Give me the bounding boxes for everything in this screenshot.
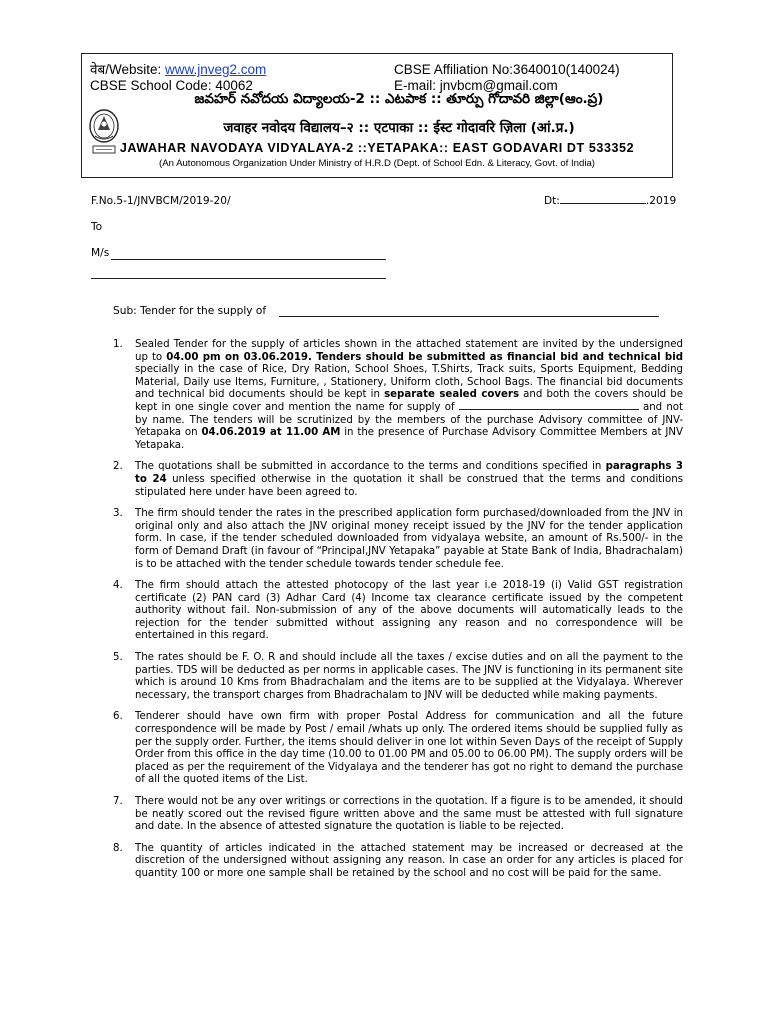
address-line xyxy=(91,278,386,279)
term-text: unless specified otherwise in the quotation it shall be construed that the terms and conditions stipulated here under have been agreed to. xyxy=(135,473,684,498)
term-text: and not by name. The tenders will be scrutinized by the members of the purchase Advisory committee of JNV-Yetapaka on xyxy=(135,401,684,439)
term-text: The rates should be F. O. R and should include all the taxes / excise duties and on all the payment to the parties. TDS will be deducted as per norms in applicable cases. The JNV is functioning in its permanent site which is around 10 Kms from Bhadrachalam and the items are to be supplied at the Vidyalaya. Wherever necessary, the transport charges from Bhadrachalam to JNV will be deducted while making payments. xyxy=(135,652,683,701)
term-text: in the presence of Purchase Advisory Committee Members at JNV Yetapaka. xyxy=(135,427,683,451)
email-address: E-mail: jnvbcm@gmail.com xyxy=(394,78,558,93)
ms-name-line xyxy=(111,259,386,260)
term-text-bold: 04.06.2019 at 11.00 AM xyxy=(201,427,341,439)
letterhead xyxy=(81,53,673,178)
terms-list xyxy=(113,339,683,890)
term-text: and both the covers should be kept in one single cover and mention the name for supply of xyxy=(135,389,683,413)
term-text: The quantity of articles indicated in the attached statement may be increased or decreased at the discretion of the undersigned without assigning any reason. In case an order for any articles is placed for quantity 100 or more one sample shall be retained by the school and no cost will be paid for the same. xyxy=(135,842,683,879)
term-number: 1. xyxy=(113,339,123,350)
autonomous-note: (An Autonomous Organization Under Ministry of H.R.D (Dept. of School Edn. & Literacy, Govt. of India) xyxy=(159,158,595,169)
to-label: To xyxy=(91,221,103,233)
term-item xyxy=(113,711,683,787)
school-code: CBSE School Code: 40062 xyxy=(90,78,253,93)
term-item xyxy=(113,508,683,571)
term-text-bold: paragraphs 3 to 24 xyxy=(135,461,683,485)
file-number: F.No.5-1/JNVBCM/2019-20/ xyxy=(91,195,231,207)
subject-line: Sub: Tender for the supply of xyxy=(113,305,267,317)
school-name-telugu: జవహర్ నవోదయ విద్యాలయ-2 :: ఎటపాక :: తూర్పు గోదావరి జిల్లా(ఆం.ప్ర) xyxy=(194,91,604,107)
term-text: There would not be any over writings or corrections in the quotation. If a figure is to be amended, it should be neatly scored out the revised figure written above and the same must be attested with full signature and date. In the absence of attested signature the quotation is liable to be rejected. xyxy=(135,796,683,833)
fill-in-blank xyxy=(459,409,639,410)
school-name-hindi: जवाहर नवोदय विद्यालय–२ :: एटपाका :: ईस्ट गोदावरि ज़िला (आं.प्र.) xyxy=(223,120,575,136)
term-number: 8. xyxy=(113,842,123,854)
term-number: 7. xyxy=(113,796,123,807)
date-label: Dt: xyxy=(544,195,560,207)
term-item xyxy=(113,843,683,881)
term-text: The firm should attach the attested photocopy of the last year i.e 2018-19 (i) Valid GST registration certificate (2) PAN card (3) Adhar Card (4) Income tax clearance certificate issued by the competent authority without fail. Non-submission of any of the above documents will automatically leads to the rejection for the tender submitted without assigning any reason and no correspondence will be entertained in this regard. xyxy=(135,580,683,642)
term-item xyxy=(113,796,683,834)
term-text-bold: separate sealed covers xyxy=(384,389,520,401)
date-field xyxy=(544,195,676,208)
term-item xyxy=(113,580,683,643)
term-number: 4. xyxy=(113,580,123,592)
affiliation-number: CBSE Affiliation No:3640010(140024) xyxy=(394,62,620,77)
term-text: Tenderer should have own firm with proper Postal Address for communication and all the future correspondence will be made by Post / email /whats up only. The ordered items should be supplied fully as per the supply order. Further, the items should deliver in one lot within Seven Days of the receipt of Supply Order from this office in the day time (10.00 to 01.00 PM and 05.00 to 06.00 PM). The supply orders will be placed as per the requirement of the Vidyalaya and the tenderer has got no right to demand the purchase of all the quoted items of the List. xyxy=(135,711,683,786)
date-blank xyxy=(560,203,646,204)
ms-label: M/s xyxy=(91,247,110,259)
term-text: Sealed Tender for the supply of articles shown in the attached statement are invited by the undersigned up to xyxy=(135,339,683,363)
term-number: 5. xyxy=(113,652,123,664)
school-name-english: JAWAHAR NAVODAYA VIDYALAYA-2 ::YETAPAKA:: EAST GODAVARI DT 533352 xyxy=(119,141,635,155)
website-label: वेब/Website: xyxy=(90,62,162,77)
term-item xyxy=(113,339,683,452)
term-text: The quotations shall be submitted in accordance to the terms and conditions specified in xyxy=(135,461,606,473)
term-item xyxy=(113,652,683,702)
subject-blank-line xyxy=(279,316,659,317)
term-number: 3. xyxy=(113,508,123,520)
website-line xyxy=(90,62,266,77)
term-text-bold: 04.00 pm on 03.06.2019. Tenders should be submitted as financial bid and technical bid xyxy=(166,351,683,363)
term-number: 6. xyxy=(113,711,123,723)
term-number: 2. xyxy=(113,461,123,473)
term-text: The firm should tender the rates in the prescribed application form purchased/downloaded from the JNV in original only and also attach the JNV original money receipt issued by the JNV for the tender application form. In case, if the tender scheduled downloaded from vidyalaya website, an amount of Rs.500/- in the form of Demand Draft (in favour of “Principal,JNV Yetapaka” payable at State Bank of India, Bhadrachalam) is to be attached with the tender schedule towards tender schedule fee. xyxy=(135,508,683,570)
term-item xyxy=(113,461,683,499)
website-link[interactable]: www.jnveg2.com xyxy=(165,62,267,77)
term-text: specially in the case of Rice, Dry Ration, School Shoes, T.Shirts, Track suits, Sports Equipment, Bedding Material, Daily use Items, Furniture, , Stationery, Uniform cloth, School Bags. The financial bid documents and technical bid documents should be kept in xyxy=(135,364,683,401)
date-year: .2019 xyxy=(645,195,677,207)
